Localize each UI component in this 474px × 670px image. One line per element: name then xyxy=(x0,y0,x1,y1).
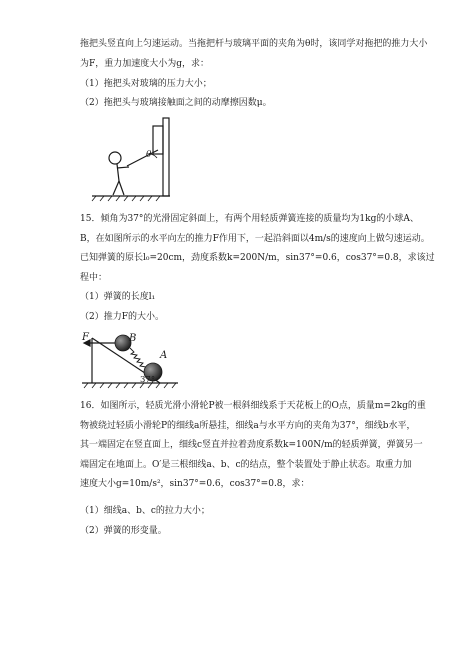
mop-stick xyxy=(127,150,158,166)
p15-question-1: （1）弹簧的长度l₁ xyxy=(80,292,156,302)
person-arm xyxy=(117,167,129,168)
p16-text-line-5: 速度大小g=10m/s²，sin37°=0.6，cos37°=0.8，求： xyxy=(80,479,310,489)
figure-mop xyxy=(92,118,170,201)
mop-head xyxy=(153,126,163,154)
person-leg-left xyxy=(113,181,119,195)
label-angle: 37° xyxy=(140,375,156,385)
p16-text-line-1: 16．如图所示，轻质光滑小滑轮P被一根斜细线系于天花板上的O点，质量m=2kg的重 xyxy=(80,401,426,411)
p14-question-2: （2）拖把头与玻璃接触面之间的动摩擦因数μ。 xyxy=(80,98,272,108)
p14-question-1: （1）拖把头对玻璃的压力大小； xyxy=(80,79,212,89)
p16-text-line-2: 物被绕过轻质小滑轮P的细线a所悬挂，细线a与水平方向的夹角为37°，细线b水平， xyxy=(80,421,416,431)
person-leg-right xyxy=(119,181,124,195)
p16-question-1: （1）细线a、b、c的拉力大小； xyxy=(80,506,210,516)
p15-text-line-2: B，在如图所示的水平向左的推力F作用下，一起沿斜面以4m/s的速度向上做匀速运动。 xyxy=(80,234,430,244)
person-head xyxy=(109,152,121,164)
p14-text-line-1: 拖把头竖直向上匀速运动。当拖把杆与玻璃平面的夹角为θ时，该同学对拖把的推力大小 xyxy=(80,39,428,49)
person-body xyxy=(117,164,119,181)
p15-text-line-4: 程中： xyxy=(80,273,108,283)
incline-hatch xyxy=(84,383,176,388)
label-A: A xyxy=(160,350,168,361)
spring xyxy=(130,348,146,369)
ground-hatch xyxy=(92,196,160,201)
label-F: F xyxy=(82,332,89,343)
theta-label: θ xyxy=(146,150,152,160)
p16-question-2: （2）弹簧的形变量。 xyxy=(80,526,167,536)
glass-wall xyxy=(163,118,169,196)
p14-text-line-2: 为F，重力加速度大小为g，求： xyxy=(80,59,210,69)
p15-text-line-1: 15．倾角为37°的光滑固定斜面上，有两个用轻质弹簧连接的质量均为1kg的小球A、 xyxy=(80,214,419,224)
p15-question-2: （2）推力F的大小。 xyxy=(80,312,164,322)
p16-text-line-3: 其一端固定在竖直面上，细线c竖直并拉着劲度系数k=100N/m的轻质弹簧，弹簧另一 xyxy=(80,440,423,450)
label-B: B xyxy=(129,333,137,344)
p16-text-line-4: 端固定在地面上。O′是三根细线a、b、c的结点，整个装置处于静止状态。取重力加 xyxy=(80,460,412,470)
p15-text-line-3: 已知弹簧的原长l₀=20cm，劲度系数k=200N/m，sin37°=0.6，cos37°=0.8，求该过 xyxy=(80,253,435,263)
